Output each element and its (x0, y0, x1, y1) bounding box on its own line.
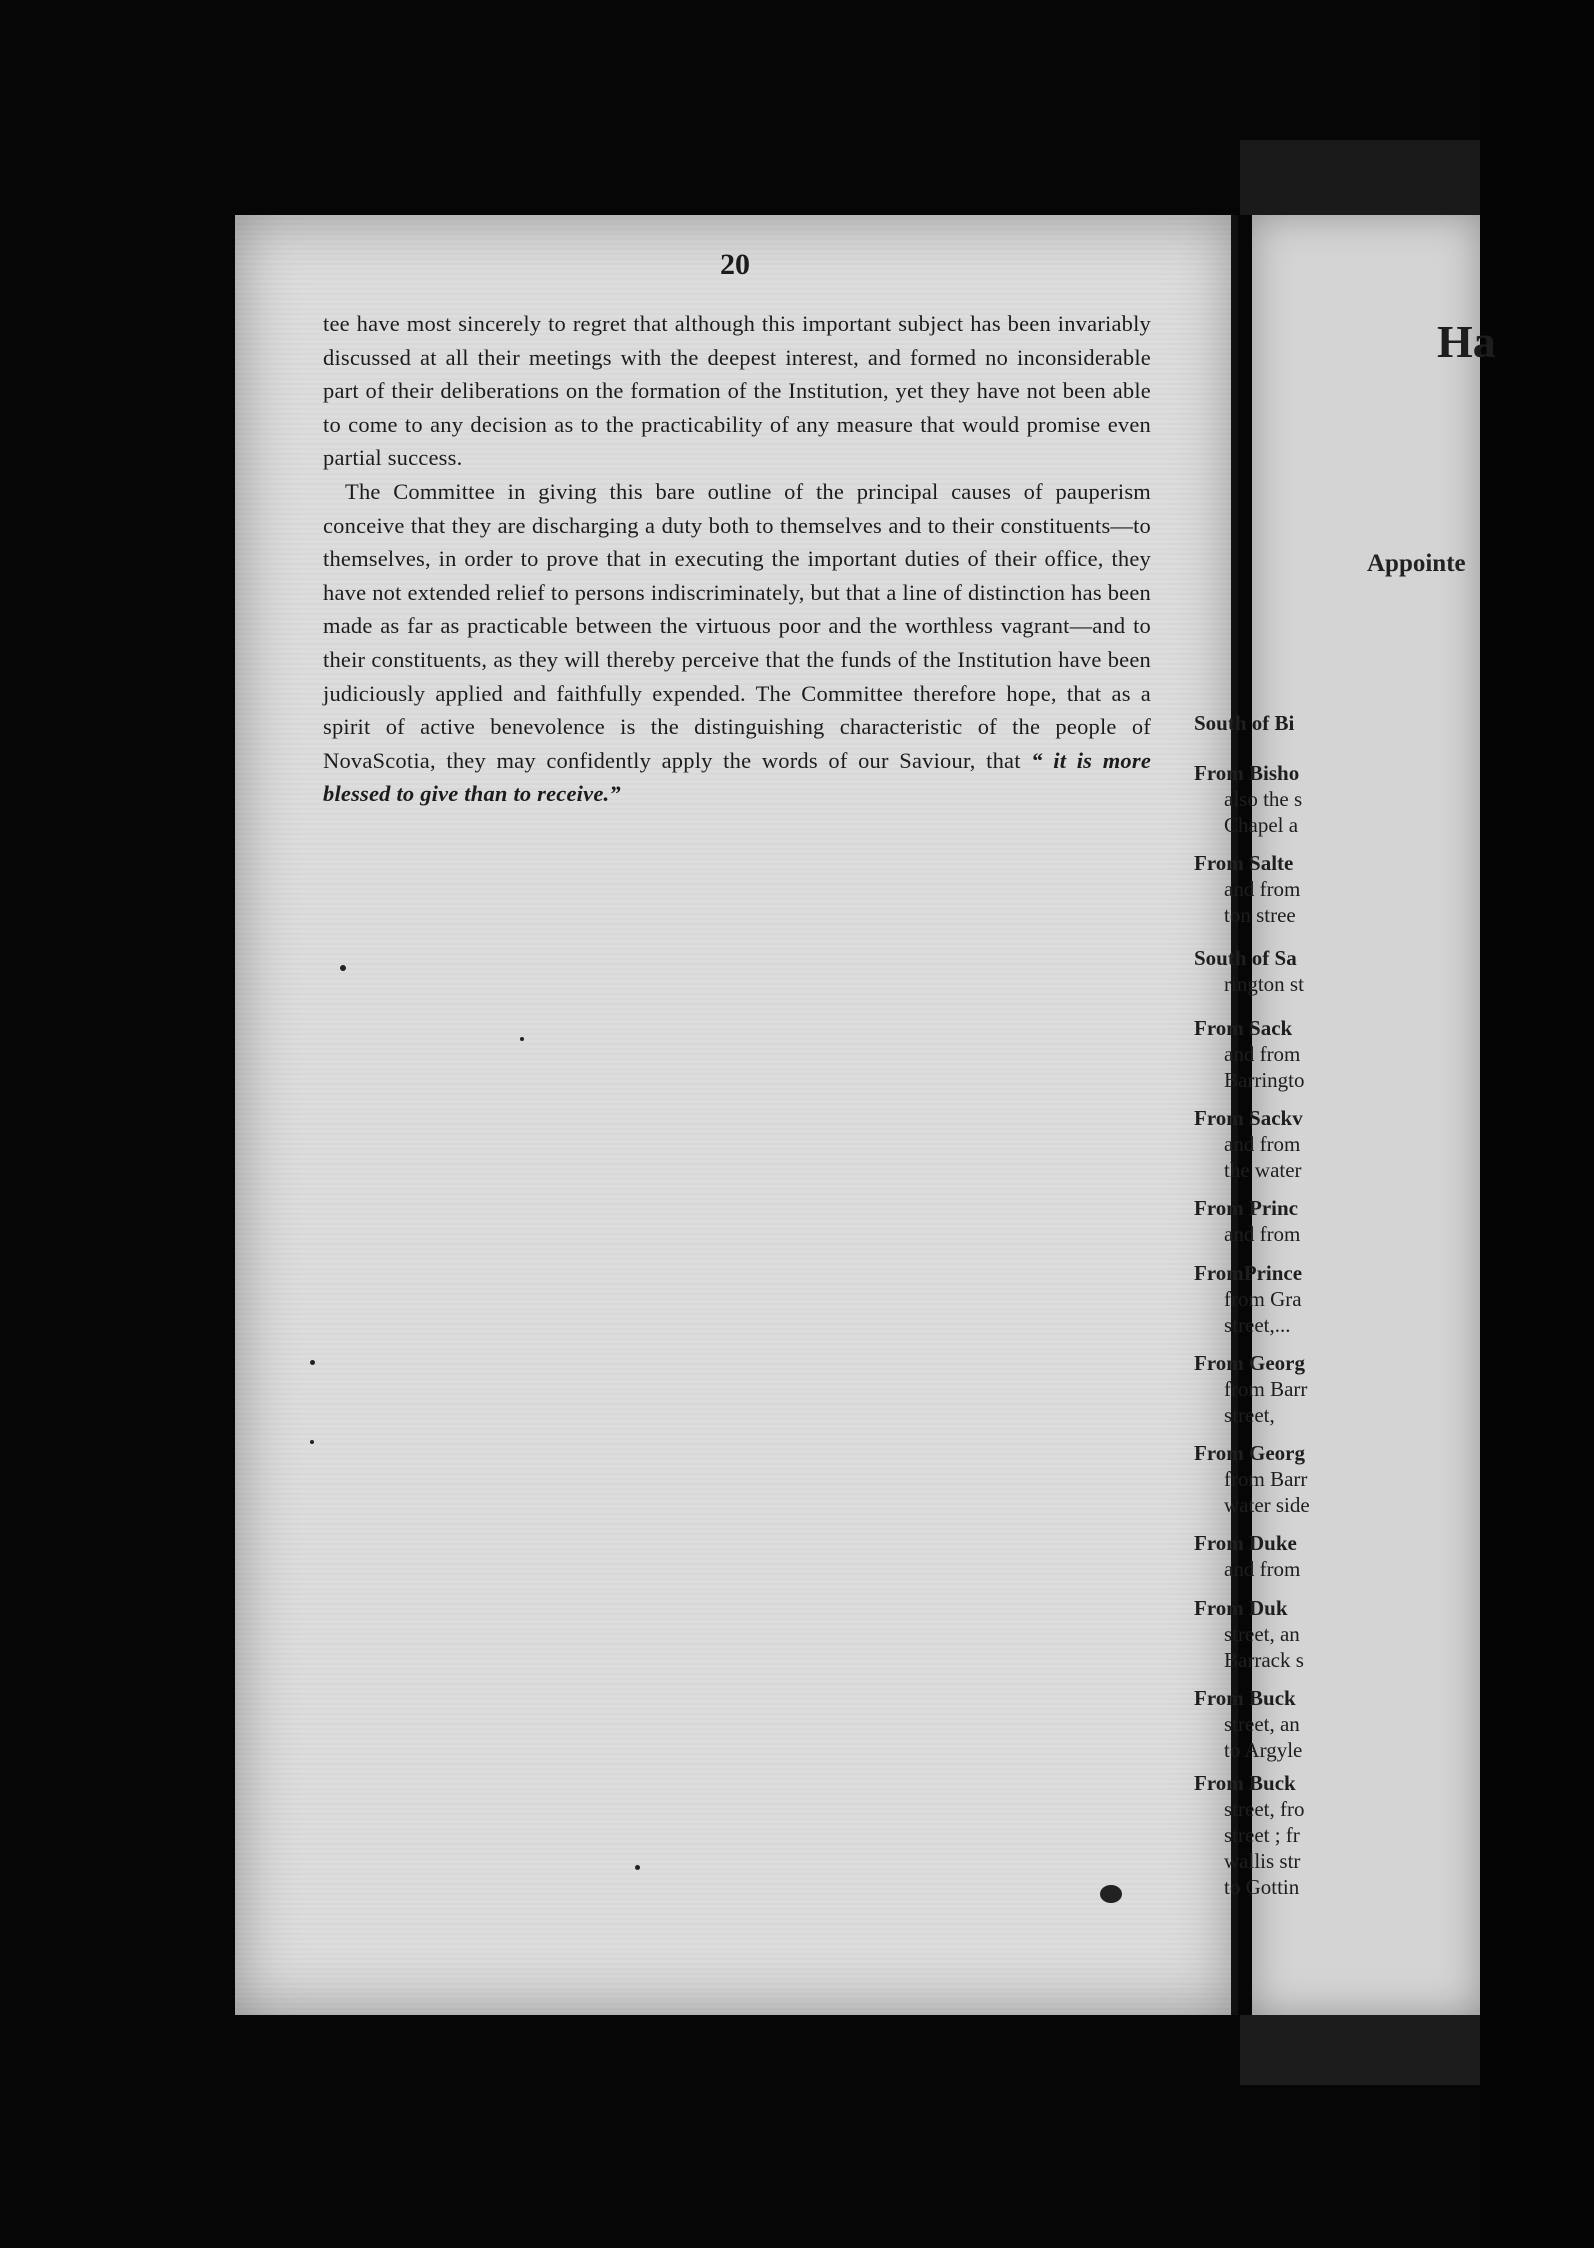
district-entry-subline: and from (1224, 1132, 1301, 1156)
ink-speck (310, 1360, 315, 1365)
adjacent-page-edge-top (1240, 140, 1480, 215)
ink-speck (635, 1865, 640, 1870)
district-entry-subline: water side (1224, 1493, 1310, 1517)
right-page-subtitle: Appointe (1367, 550, 1466, 577)
district-entry (1194, 1015, 1594, 1093)
district-entry-line: South of Sa (1194, 946, 1297, 970)
district-entry-subline: Barrack s (1224, 1648, 1304, 1672)
district-entry-subline: street, fro (1224, 1797, 1305, 1821)
district-entry (1194, 1105, 1594, 1183)
district-entry-line: From Georg (1194, 1441, 1305, 1465)
district-entry-line: From Salte (1194, 851, 1294, 875)
district-entry-line: From Duke (1194, 1531, 1297, 1555)
district-entry-subline: street, an (1224, 1712, 1300, 1736)
right-page (1194, 215, 1496, 2015)
district-entry-line: From Sack (1194, 1016, 1293, 1040)
ink-speck (520, 1037, 524, 1041)
district-entry (1194, 1350, 1594, 1428)
district-entry-subline: and from (1224, 1042, 1301, 1066)
district-entry-line: South of Bi (1194, 711, 1295, 735)
paragraph-2 (323, 475, 1151, 811)
district-entry-subline: street, (1224, 1403, 1275, 1427)
district-entry (1194, 850, 1594, 928)
paragraph-2-text: The Committee in giving this bare outline of the principal causes of pauperism conceive that they are discharging a duty both to themselves and to their constituents—to themselves, in order to prove that in executing the important duties of their office, they have not extended relief to persons indiscriminately, but that a line of distinction has been made as far as practicable between the virtuous poor and the worthless vagrant—and to their constituents, as they will thereby perceive that the funds of the Institution have been judiciously applied and faithfully expended. The Committee therefore hope, that as a spirit of active benevolence is the distinguishing characteristic of the people of NovaScotia, they may confidently apply the words of our Saviour, that (323, 478, 1151, 773)
district-entry (1194, 710, 1594, 736)
district-entry (1194, 1595, 1594, 1673)
district-entry-line: From Buck (1194, 1771, 1296, 1795)
adjacent-page-edge-bottom (1240, 2015, 1480, 2085)
district-entry-subline: street ; fr (1224, 1823, 1300, 1847)
scripture-quote: “ it is more blessed to give than to receive.” (323, 747, 1152, 807)
district-entry-line: From Sackv (1194, 1106, 1303, 1130)
district-entry-subline: to Gottin (1224, 1875, 1300, 1899)
district-entry-subline: from Barr (1224, 1377, 1308, 1401)
district-entry (1194, 1440, 1594, 1518)
district-entry-subline: Chapel a (1224, 813, 1299, 837)
district-entry-line: From Georg (1194, 1351, 1305, 1375)
district-entry (1194, 1195, 1594, 1247)
district-entry-subline: also the s (1224, 787, 1303, 811)
district-entry-subline: to Argyle (1224, 1738, 1303, 1762)
district-entry-subline: street, an (1224, 1622, 1300, 1646)
page-number: 20 (720, 248, 750, 281)
ink-speck (310, 1440, 314, 1444)
district-entry-subline: the water (1224, 1158, 1302, 1182)
district-entry-subline: street,... (1224, 1313, 1291, 1337)
district-entry-subline: and from (1224, 1557, 1301, 1581)
paragraph-1: tee have most sincerely to regret that although this important subject has been invariably discussed at all their meetings with the deepest interest, and formed no inconsiderable part of their deliberations on the formation of the Institution, yet they have not been able to come to any decision as to the practicability of any measure that would promise even partial success. (323, 311, 1151, 471)
district-entry-subline: from Gra (1224, 1287, 1302, 1311)
right-page-title: Ha (1437, 316, 1496, 367)
district-entry-subline: ton stree (1224, 903, 1296, 927)
district-entry (1194, 1770, 1594, 1900)
district-entry-line: From Princ (1194, 1196, 1298, 1220)
ink-speck (1100, 1885, 1122, 1903)
district-entry-subline: rington st (1224, 972, 1304, 996)
district-entry (1194, 760, 1594, 838)
district-entry (1194, 1260, 1594, 1338)
district-entry-subline: Barringto (1224, 1068, 1305, 1092)
district-entry-line: From Bisho (1194, 761, 1300, 785)
district-entry (1194, 1685, 1594, 1763)
district-entry-line: From Buck (1194, 1686, 1296, 1710)
left-page (235, 215, 1235, 2015)
district-entry (1194, 1530, 1594, 1582)
district-entry-subline: and from (1224, 877, 1301, 901)
district-entry-subline: from Barr (1224, 1467, 1308, 1491)
district-entry-subline: and from (1224, 1222, 1301, 1246)
body-text (323, 307, 1151, 811)
district-entry (1194, 945, 1594, 997)
district-entry-line: FromPrince (1194, 1261, 1303, 1285)
district-entry-subline: wallis str (1224, 1849, 1301, 1873)
ink-speck (340, 965, 346, 971)
district-entry-line: From Duk (1194, 1596, 1288, 1620)
